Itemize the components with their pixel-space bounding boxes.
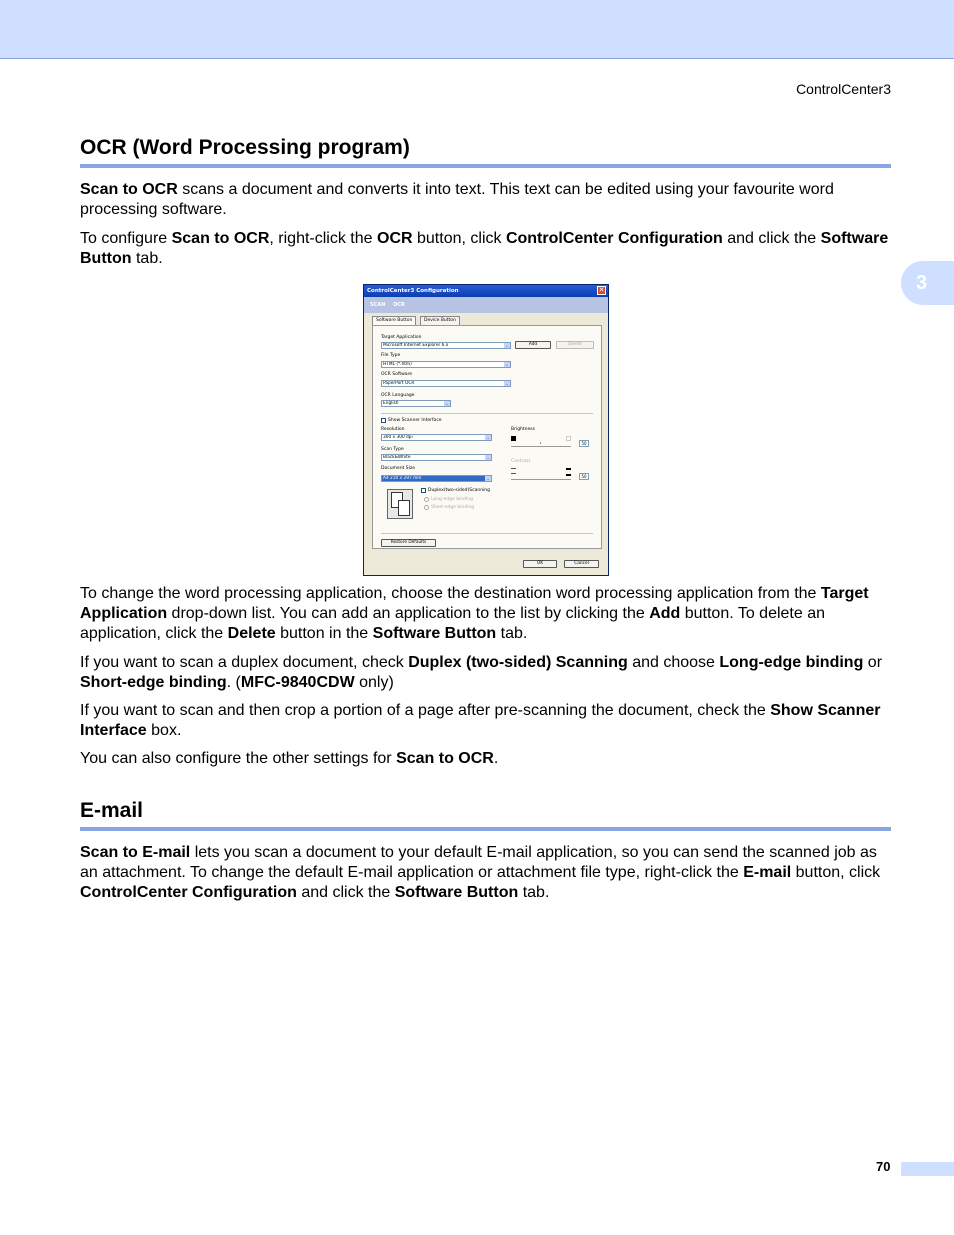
- long-edge-label: Long-edge binding: [431, 497, 473, 502]
- chevron-down-icon: ⌄: [505, 381, 509, 386]
- paragraph: You can also configure the other settings for Scan to OCR.: [80, 750, 499, 767]
- header-band: [0, 0, 954, 59]
- chapter-tab: 3: [901, 261, 954, 305]
- document-size-select[interactable]: A4 210 x 297 mm ⌄: [381, 475, 492, 482]
- nav-ocr[interactable]: OCR: [393, 302, 405, 308]
- resolution-select[interactable]: 300 x 300 dpi ⌄: [381, 434, 492, 441]
- divider: [381, 413, 593, 414]
- nav-scan[interactable]: SCAN: [370, 302, 386, 308]
- contrast-value[interactable]: 50: [579, 473, 589, 480]
- paragraph: Scan to OCR scans a document and converts it into text. This text can be edited using your favourite word processing software.: [80, 181, 834, 218]
- contrast-label: Contrast: [511, 459, 531, 464]
- dialog-title: ControlCenter3 Configuration: [367, 288, 459, 294]
- paragraph: If you want to scan a duplex document, check Duplex (two-sided) Scanning and choose Long-edge binding or Short-edge binding. (MFC-9840CDW only): [80, 654, 883, 691]
- chevron-down-icon: ⌄: [505, 343, 509, 348]
- ocr-software-select[interactable]: PaperPort OCR ⌄: [381, 380, 511, 387]
- running-head: ControlCenter3: [796, 81, 891, 97]
- tab-software-button[interactable]: Software Button: [372, 316, 416, 326]
- paragraph: Scan to E-mail lets you scan a document to your default E-mail application, so you can send the scanned job as an attachment. To change the default E-mail application or attachment file type, right-click the E-mail button, click ControlCenter Configuration and click the Software Button tab.: [80, 844, 881, 901]
- delete-button[interactable]: Delete: [556, 341, 594, 349]
- resolution-label: Resolution: [381, 427, 405, 432]
- scan-type-label: Scan Type: [381, 447, 404, 452]
- page-number: 70: [876, 1159, 891, 1174]
- brightness-value[interactable]: 50: [579, 440, 589, 447]
- duplex-label: Duplex(two-sided)Scanning: [428, 488, 491, 493]
- show-scanner-interface-checkbox[interactable]: [381, 418, 386, 423]
- page-icon: [398, 500, 410, 516]
- paragraph: If you want to scan and then crop a portion of a page after pre-scanning the document, check the Show Scanner Interface box.: [80, 702, 881, 739]
- ocr-language-label: OCR Language: [381, 393, 415, 398]
- paragraph: To change the word processing application, choose the destination word processing application from the Target Application drop-down list. You can add an application to the list by clicking the Add button. To delete an application, click the Delete button in the Software Button tab.: [80, 585, 869, 642]
- ocr-language-select[interactable]: English ⌄: [381, 400, 451, 407]
- controlcenter-config-dialog: [363, 284, 609, 576]
- brightness-dark-icon: [511, 436, 516, 441]
- section-heading-ocr: OCR (Word Processing program): [80, 136, 891, 168]
- contrast-low-icon: [511, 468, 516, 474]
- chevron-down-icon: ⌄: [486, 435, 490, 440]
- long-edge-radio[interactable]: [424, 497, 429, 502]
- ocr-software-label: OCR Software: [381, 372, 413, 377]
- chevron-down-icon: ⌄: [486, 476, 490, 481]
- brightness-label: Brightness: [511, 427, 535, 432]
- duplex-checkbox[interactable]: [421, 488, 426, 493]
- contrast-high-icon: [566, 468, 571, 476]
- dialog-panel: [372, 325, 602, 549]
- scan-type-select[interactable]: Black&White ⌄: [381, 454, 492, 461]
- target-application-label: Target Application: [381, 335, 422, 340]
- brightness-slider-thumb[interactable]: [540, 442, 541, 444]
- paragraph: To configure Scan to OCR, right-click the OCR button, click ControlCenter Configuration and click the Software Button tab.: [80, 230, 889, 267]
- file-type-select[interactable]: HTML (*.htm) ⌄: [381, 361, 511, 368]
- chevron-down-icon: ⌄: [445, 401, 449, 406]
- section-heading-email: E-mail: [80, 799, 891, 831]
- cancel-button[interactable]: Cancel: [564, 560, 599, 568]
- dialog-nav: [364, 297, 608, 313]
- short-edge-label: Short-edge binding: [431, 505, 475, 510]
- footer-band: [901, 1162, 954, 1176]
- show-scanner-interface-label: Show Scanner Interface: [388, 418, 442, 423]
- chevron-down-icon: ⌄: [486, 455, 490, 460]
- close-icon[interactable]: ✕: [598, 286, 605, 294]
- brightness-light-icon: [566, 436, 571, 441]
- dialog-title-bar: [364, 285, 608, 297]
- restore-defaults-button[interactable]: Restore Defaults: [381, 539, 436, 547]
- document-size-label: Document Size: [381, 466, 415, 471]
- add-button[interactable]: Add: [515, 341, 551, 349]
- short-edge-radio[interactable]: [424, 505, 429, 510]
- ok-button[interactable]: OK: [523, 560, 557, 568]
- brightness-slider[interactable]: [511, 446, 571, 447]
- target-application-select[interactable]: Microsoft Internet Explorer 6.x ⌄: [381, 342, 511, 349]
- file-type-label: File Type: [381, 353, 401, 358]
- contrast-slider[interactable]: [511, 479, 571, 480]
- chevron-down-icon: ⌄: [505, 362, 509, 367]
- tab-device-button[interactable]: Device Button: [420, 316, 460, 325]
- divider: [381, 533, 593, 534]
